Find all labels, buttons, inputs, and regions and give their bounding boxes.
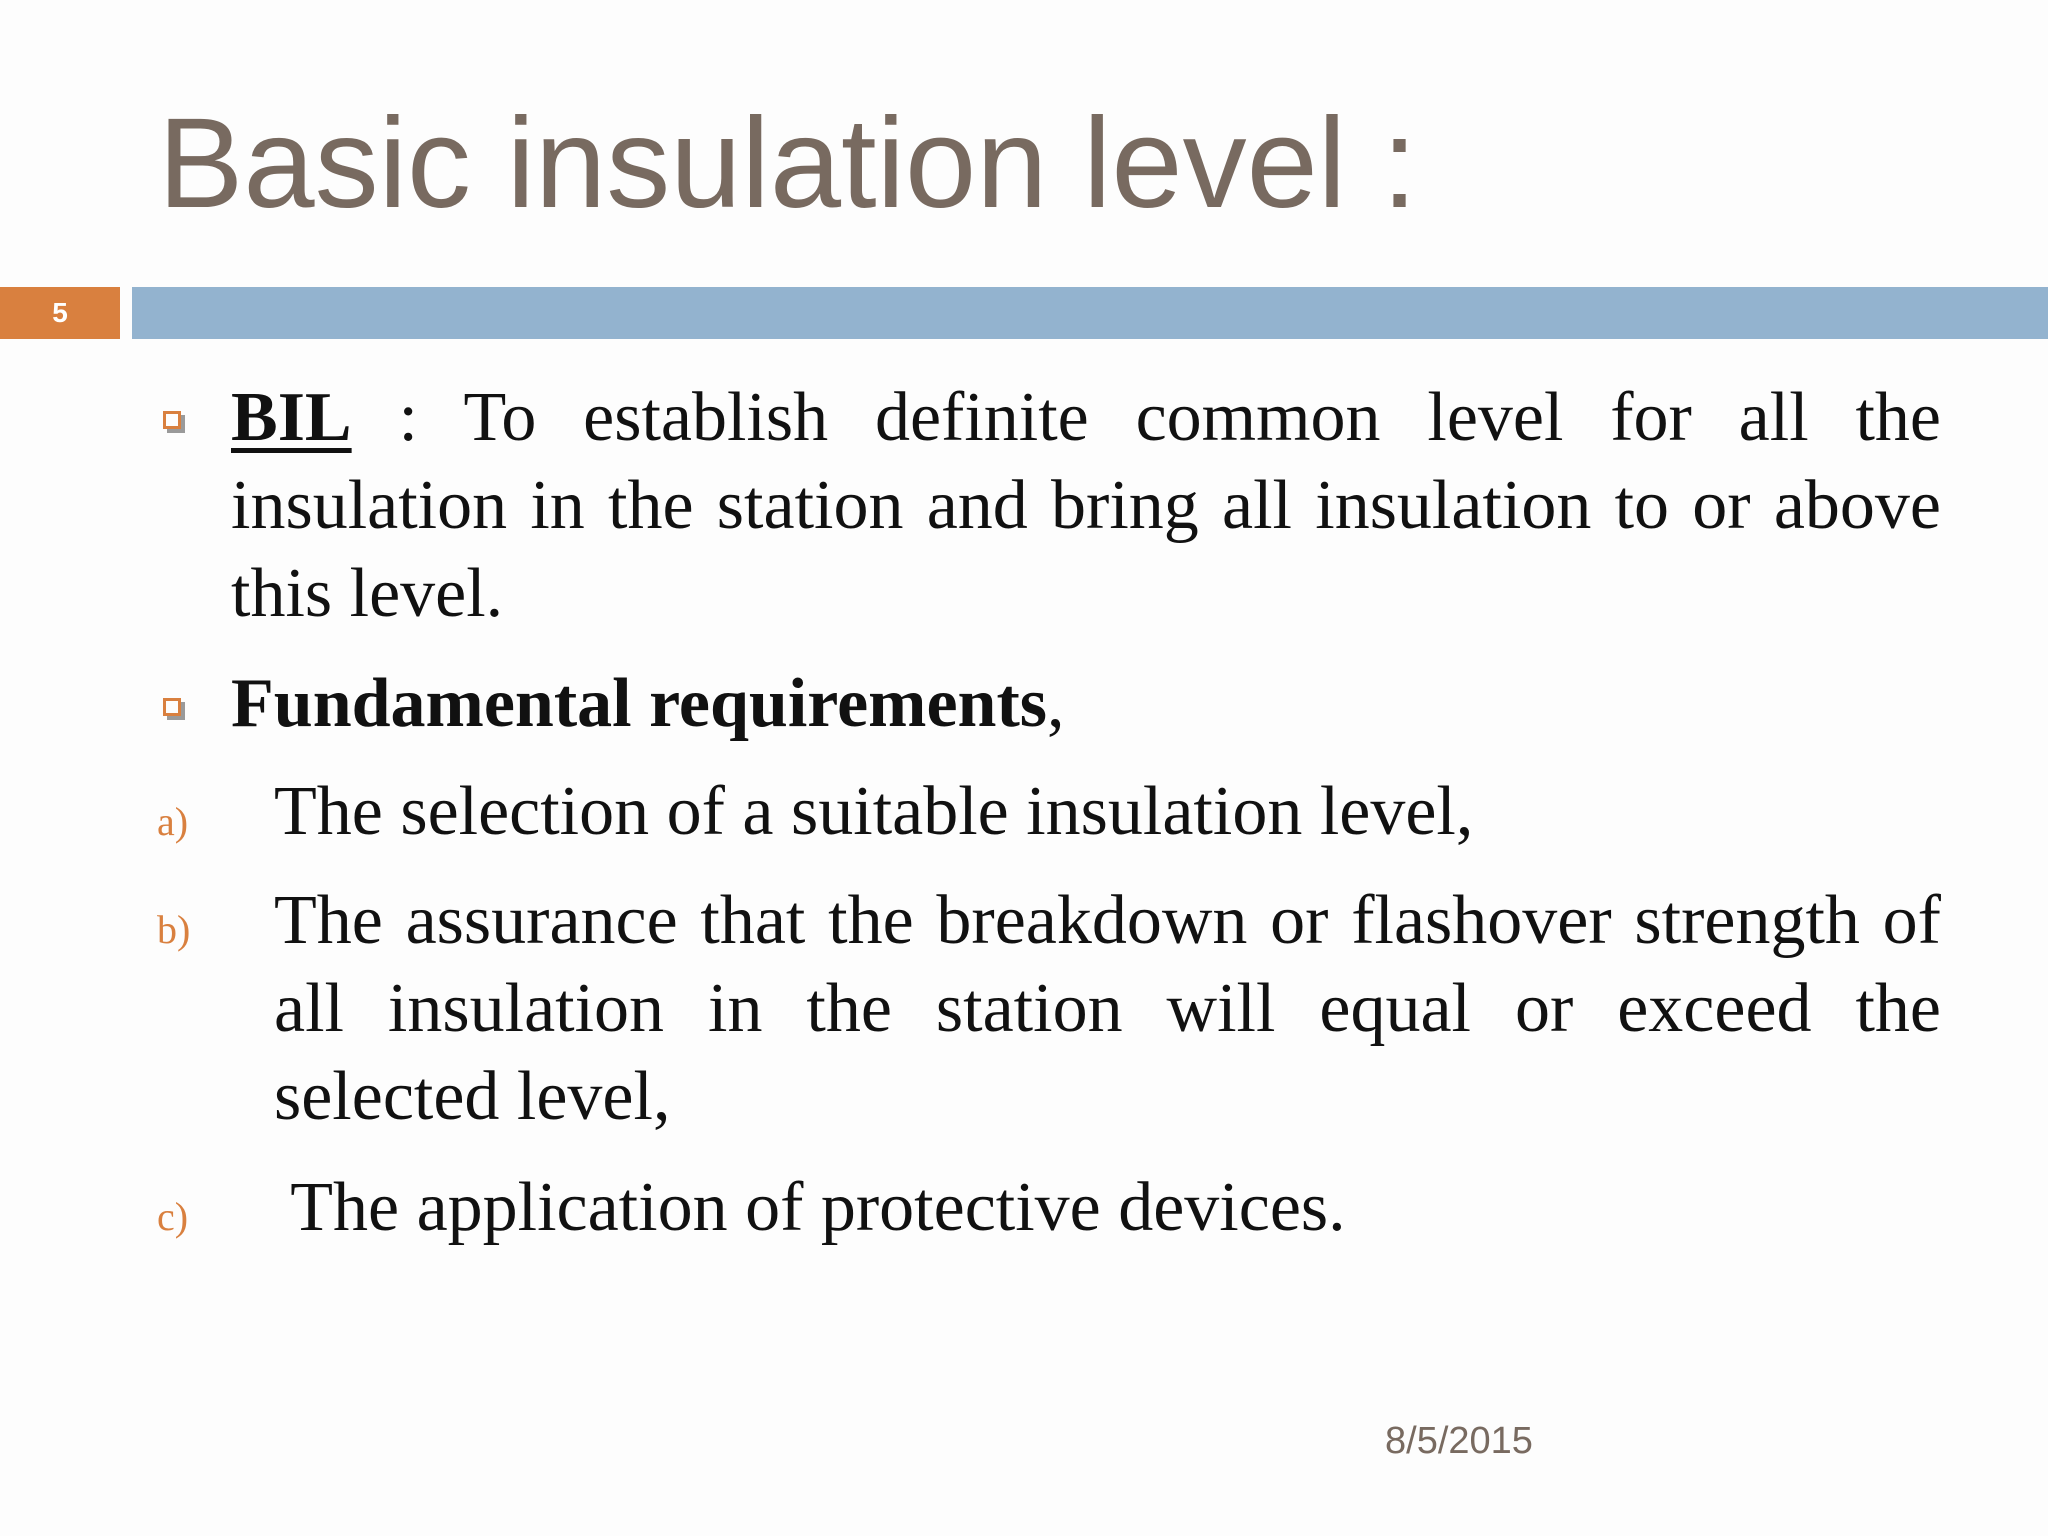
requirement-item-a: The selection of a suitable insulation level,: [274, 773, 1474, 850]
requirement-item-c: The application of protective devices.: [274, 1169, 1346, 1246]
bil-separator: :: [351, 379, 464, 456]
square-bullet-icon: [163, 698, 181, 716]
list-marker-a: a): [157, 799, 189, 844]
fundamental-requirements-heading: Fundamental requirements: [231, 665, 1048, 742]
bullet-fundamental-requirements: [231, 660, 1941, 748]
list-marker-c: c): [157, 1194, 189, 1239]
heading-comma: ,: [1047, 665, 1065, 742]
slide-number-badge: 5: [0, 287, 120, 339]
slide-date: 8/5/2015: [1385, 1420, 1533, 1462]
requirement-item-b: The assurance that the breakdown or flashover strength of all insulation in the station will equal or exceed the selected level,: [274, 882, 1941, 1135]
list-marker-b: b): [157, 907, 191, 952]
bil-term: BIL: [231, 379, 352, 456]
square-bullet-icon: [163, 411, 181, 429]
title-divider-bar: [132, 287, 2048, 339]
slide-title: Basic insulation level :: [158, 92, 1418, 235]
bullet-bil: [231, 374, 1941, 638]
bil-definition: To establish definite common level for all the insulation in the station and bring all insulation to or above this level.: [231, 379, 1941, 632]
